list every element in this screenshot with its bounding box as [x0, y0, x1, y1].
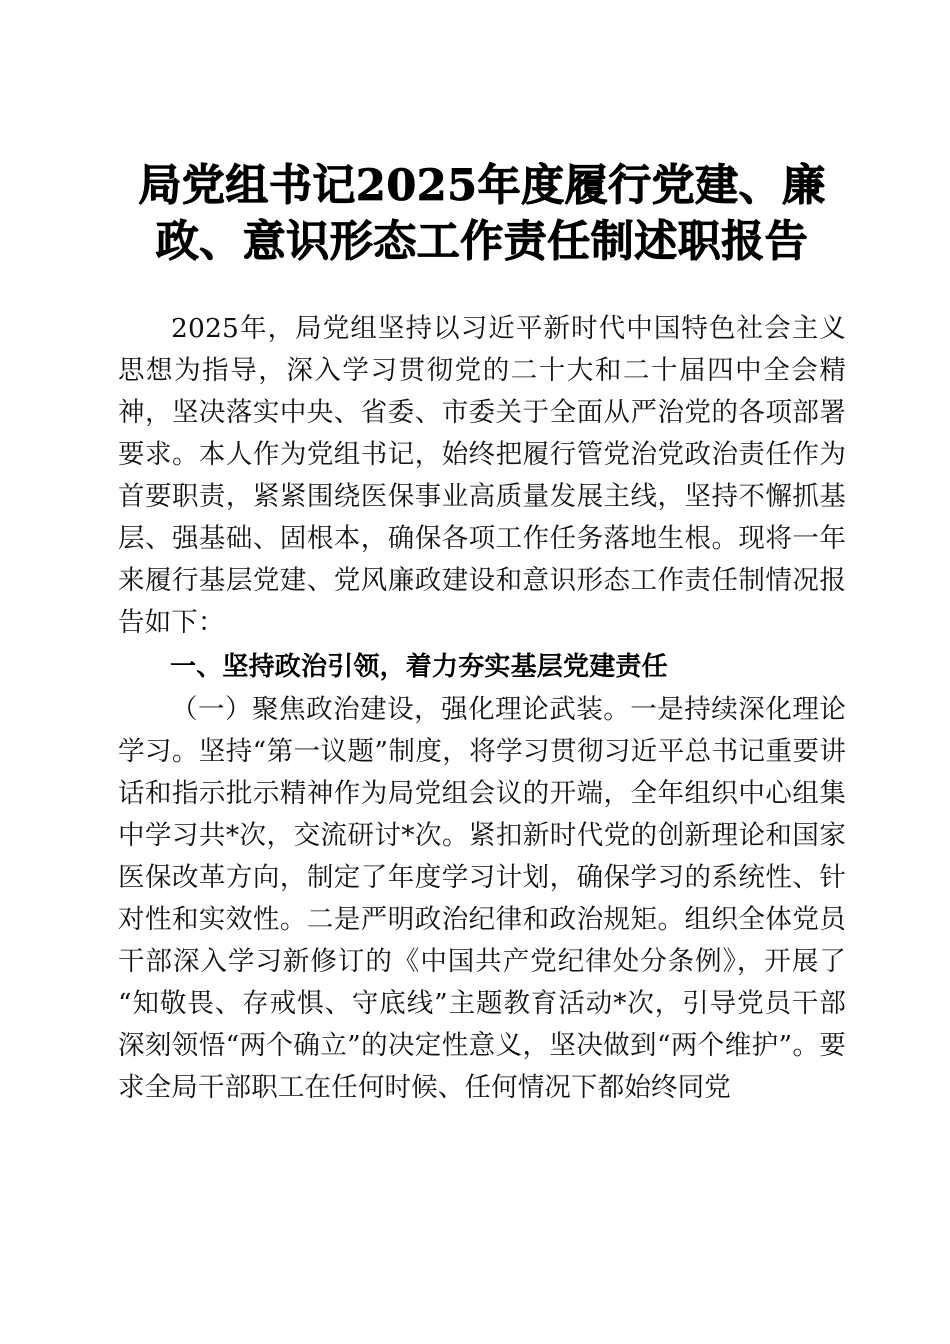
subsection-paragraph-1: （一）聚焦政治建设，强化理论武装。一是持续深化理论学习。坚持“第一议题”制度，将学习贯彻习近平总书记重要讲话和指示批示精神作为局党组会议的开端，全年组织中心组集中学习共*次，交流研讨*次。紧扣新时代党的创新理论和国家医保改革方向，制定了年度学习计划，确保学习的系统性、针对性和实效性。二是严明政治纪律和政治规矩。组织全体党员干部深入学习新修订的《中国共产党纪律处分条例》，开展了“知敬畏、存戒惧、守底线”主题教育活动*次，引导党员干部深刻领悟“两个确立”的决定性意义，坚决做到“两个维护”。要求全局干部职工在任何时候、任何情况下都始终同党	[118, 694, 846, 1103]
page-title: 局党组书记2025年度履行党建、廉政、意识形态工作责任制述职报告	[138, 161, 826, 267]
document-content	[118, 0, 846, 1109]
section-heading-1: 一、坚持政治引领，着力夯实基层党建责任	[170, 652, 668, 682]
document-body	[118, 308, 846, 1109]
intro-paragraph: 2025年，局党组坚持以习近平新时代中国特色社会主义思想为指导，深入学习贯彻党的二十大和二十届四中全会精神，坚决落实中央、省委、市委关于全面从严治党的各项部署要求。本人作为党组书记，始终把履行管党治党政治责任作为首要职责，紧紧围绕医保事业高质量发展主线，坚持不懈抓基层、强基础、固根本，确保各项工作任务落地生根。现将一年来履行基层党建、党风廉政建设和意识形态工作责任制情况报告如下：	[118, 313, 846, 638]
